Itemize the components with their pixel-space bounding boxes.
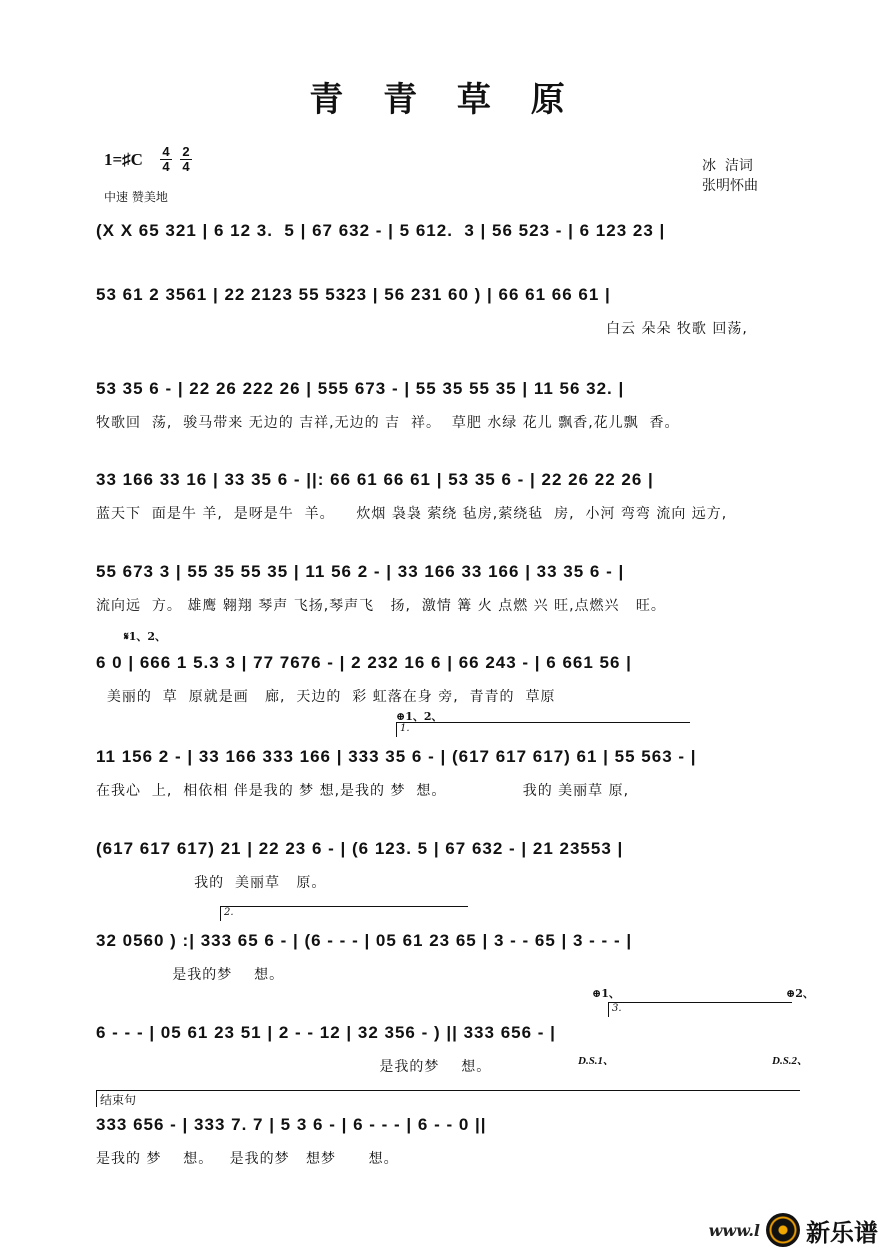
lyrics: 在我心 上, 相依相 伴是我的 梦 想,是我的 梦 想。 我的 美丽草 原, (96, 783, 630, 799)
site-watermark (709, 1210, 878, 1250)
third-ending: 3. (608, 1002, 792, 1017)
time-sig-numerator: 4 (162, 144, 170, 159)
lyrics: 白云 朵朵 牧歌 回荡, (606, 321, 748, 337)
key-signature: 1=♯C (104, 150, 143, 169)
notation: 55 673 3 | 55 35 55 35 | 11 56 2 - | 33 166 33 166 | 33 35 6 - | (96, 562, 625, 581)
lyrics: 流向远 方。 雄鹰 翱翔 琴声 飞扬,琴声飞 扬, 激情 篝 火 点燃 兴 旺,点燃兴 旺。 (96, 598, 666, 614)
lyrics: 美丽的 草 原就是画 廊, 天边的 彩 虹落在身 旁, 青青的 草原 (96, 689, 556, 705)
time-signature-first (160, 146, 172, 173)
watermark-url: www.l (708, 1220, 760, 1240)
notation: 333 656 - | 333 7. 7 | 5 3 6 - | 6 - - - | 6 - - 0 || (96, 1115, 487, 1134)
segno-mark: 𝄋1、2、 (124, 630, 167, 643)
notation: 53 35 6 - | 22 26 222 26 | 555 673 - | 55 35 55 35 | 11 56 32. | (96, 379, 625, 398)
lyrics: 是我的梦 想。 (96, 1059, 492, 1075)
coda-mark: ⊕1、2、 (396, 710, 443, 723)
ds-mark-2: D.S.2、 (772, 1055, 809, 1067)
song-title: 青 青 草 原 (309, 80, 579, 120)
notation: 11 156 2 - | 33 166 333 166 | 333 35 6 - | (617 617 617) 61 | 55 563 - | (96, 747, 697, 766)
ds-mark-1: D.S.1、 (578, 1055, 615, 1067)
coda-mark-2: ⊕2、 (786, 987, 814, 1000)
notation: 32 0560 ) :| 333 65 6 - | (6 - - - | 05 61 23 65 | 3 - - 65 | 3 - - - | (96, 931, 633, 950)
notation: 53 61 2 3561 | 22 2123 55 5323 | 56 231 60 ) | 66 61 66 61 | (96, 285, 611, 304)
lyrics: 蓝天下 面是牛 羊, 是呀是牛 羊。 炊烟 袅袅 萦绕 毡房,萦绕毡 房, 小河 弯弯 流向 远方, (96, 506, 728, 522)
second-ending: 2. (220, 906, 468, 921)
lyrics: 我的 美丽草 原。 (96, 875, 327, 891)
notation: (X X 65 321 | 6 12 3. 5 | 67 632 - | 5 612. 3 | 56 523 - | 6 123 23 | (96, 221, 666, 240)
time-sig-denominator: 4 (162, 159, 170, 174)
time-sig-numerator-2: 2 (182, 144, 190, 159)
watermark-name: 新乐谱 (806, 1218, 878, 1247)
outro-label: 结束句 (96, 1090, 800, 1107)
lyrics: 牧歌回 荡, 骏马带来 无边的 吉祥,无边的 吉 祥。 草肥 水绿 花儿 飘香,花儿飘 香。 (96, 415, 680, 431)
tempo-marking: 中速 赞美地 (104, 190, 168, 204)
credits (702, 156, 758, 196)
coda-mark-1: ⊕1、 (592, 987, 620, 1000)
first-ending: 1. (396, 722, 690, 737)
lyricist: 冰 洁词 (702, 158, 753, 174)
lyrics: 是我的梦 想。 (96, 967, 285, 983)
composer: 张明怀曲 (702, 178, 758, 194)
notation: 33 166 33 16 | 33 35 6 - ||: 66 61 66 61 | 53 35 6 - | 22 26 22 26 | (96, 470, 654, 489)
notation: 6 - - - | 05 61 23 51 | 2 - - 12 | 32 356 - ) || 333 656 - | (96, 1023, 556, 1042)
time-sig-denominator-2: 4 (182, 159, 190, 174)
notation: 6 0 | 666 1 5.3 3 | 77 7676 - | 2 232 16 6 | 66 243 - | 6 661 56 | (96, 653, 632, 672)
notation: (617 617 617) 21 | 22 23 6 - | (6 123. 5 | 67 632 - | 21 23553 | (96, 839, 624, 858)
lyrics: 是我的 梦 想。 是我的梦 想梦 想。 (96, 1151, 399, 1167)
record-disc-icon (766, 1213, 800, 1247)
time-signature-second (180, 146, 192, 173)
